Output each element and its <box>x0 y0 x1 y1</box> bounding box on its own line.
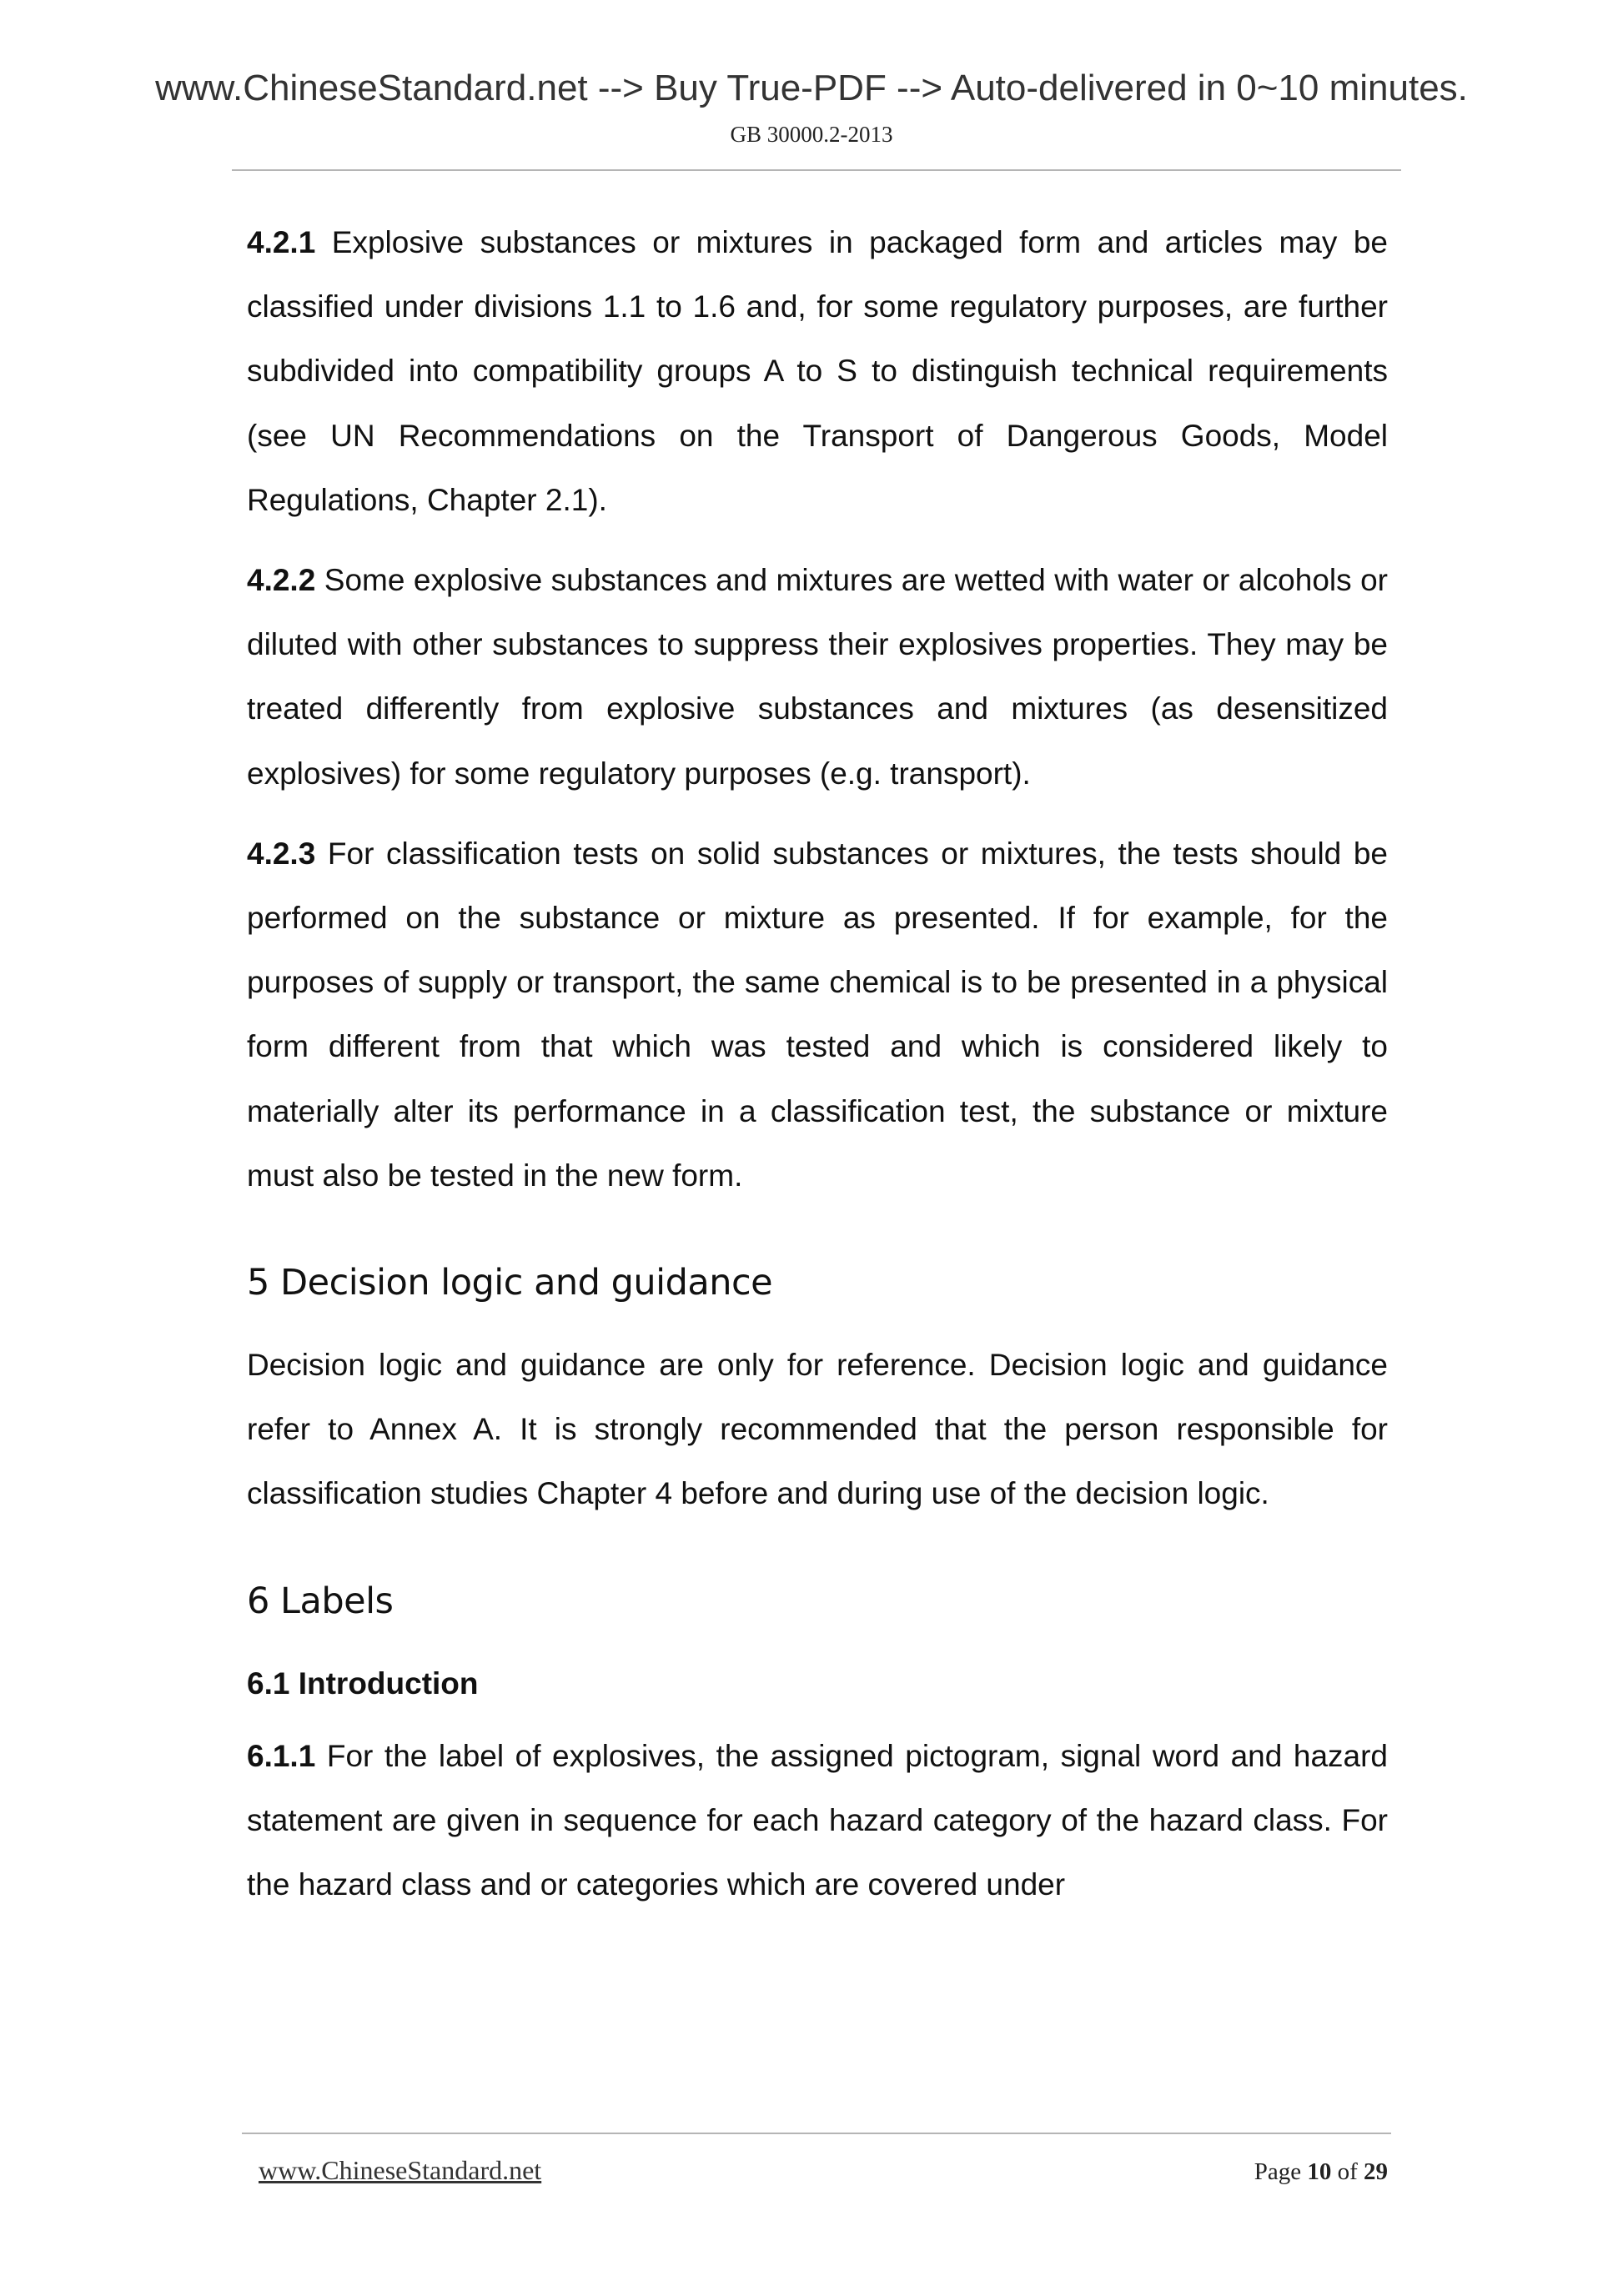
clause-4-2-1 <box>247 210 1388 532</box>
clause-number: 4.2.2 <box>247 563 316 598</box>
page-number <box>1254 2158 1388 2186</box>
section-6-heading: 6 Labels <box>247 1580 394 1622</box>
page-body <box>247 210 1388 1932</box>
clause-number: 6.1.1 <box>247 1738 316 1773</box>
clause-6-1-1 <box>247 1724 1388 1917</box>
page-prefix: Page <box>1254 2158 1302 2185</box>
clause-text: For the label of explosives, the assigned pictogram, signal word and hazard statement are given in sequence for each hazard category of the hazard class. For the hazard class and or categories which are covered under <box>247 1738 1388 1902</box>
clause-4-2-2 <box>247 548 1388 806</box>
clause-text: For classification tests on solid substances or mixtures, the tests should be performed on the substance or mixture as presented. If for example, for the purposes of supply or transport, the same chemical is to be presented in a physical form different from that which was tested and which is considered likely to materially alter its performance in a classification test, the substance or mixture must also be tested in the new form. <box>247 836 1389 1193</box>
page-total: 29 <box>1364 2158 1388 2185</box>
download-banner: www.ChineseStandard.net --> Buy True-PDF --> Auto-delivered in 0~10 minutes. <box>155 68 1468 108</box>
section-5-text: Decision logic and guidance are only for reference. Decision logic and guidance refer to Annex A. It is strongly recommended that the person responsible for classification studies Chapter 4 before and during use of the decision logic. <box>247 1348 1388 1511</box>
clause-number: 4.2.1 <box>247 225 316 259</box>
section-5-heading: 5 Decision logic and guidance <box>247 1262 773 1304</box>
clause-4-2-3 <box>247 821 1388 1208</box>
clause-text: Some explosive substances and mixtures are wetted with water or alcohols or diluted with other substances to suppress their explosives properties. They may be treated differently from explosive substances and mixtures (as desensitized explosives) for some regulatory purposes (e.g. transport). <box>247 563 1388 791</box>
clause-text: Explosive substances or mixtures in packaged form and articles may be classified under divisions 1.1 to 1.6 and, for some regulatory purposes, are further subdivided into compatibility groups A to S to distinguish technical requirements (see UN Recommendations on the Transport of Dangerous Goods, Model Regulations, Chapter 2.1). <box>247 225 1389 517</box>
section-6-1-heading: 6.1 Introduction <box>247 1665 479 1701</box>
page-sep: of <box>1337 2158 1358 2185</box>
header-divider <box>232 169 1401 171</box>
standard-code: GB 30000.2-2013 <box>730 122 893 147</box>
footer-divider <box>242 2133 1391 2134</box>
clause-number: 4.2.3 <box>247 836 316 871</box>
footer-website-link[interactable]: www.ChineseStandard.net <box>259 2155 542 2185</box>
page-current: 10 <box>1307 2158 1332 2185</box>
